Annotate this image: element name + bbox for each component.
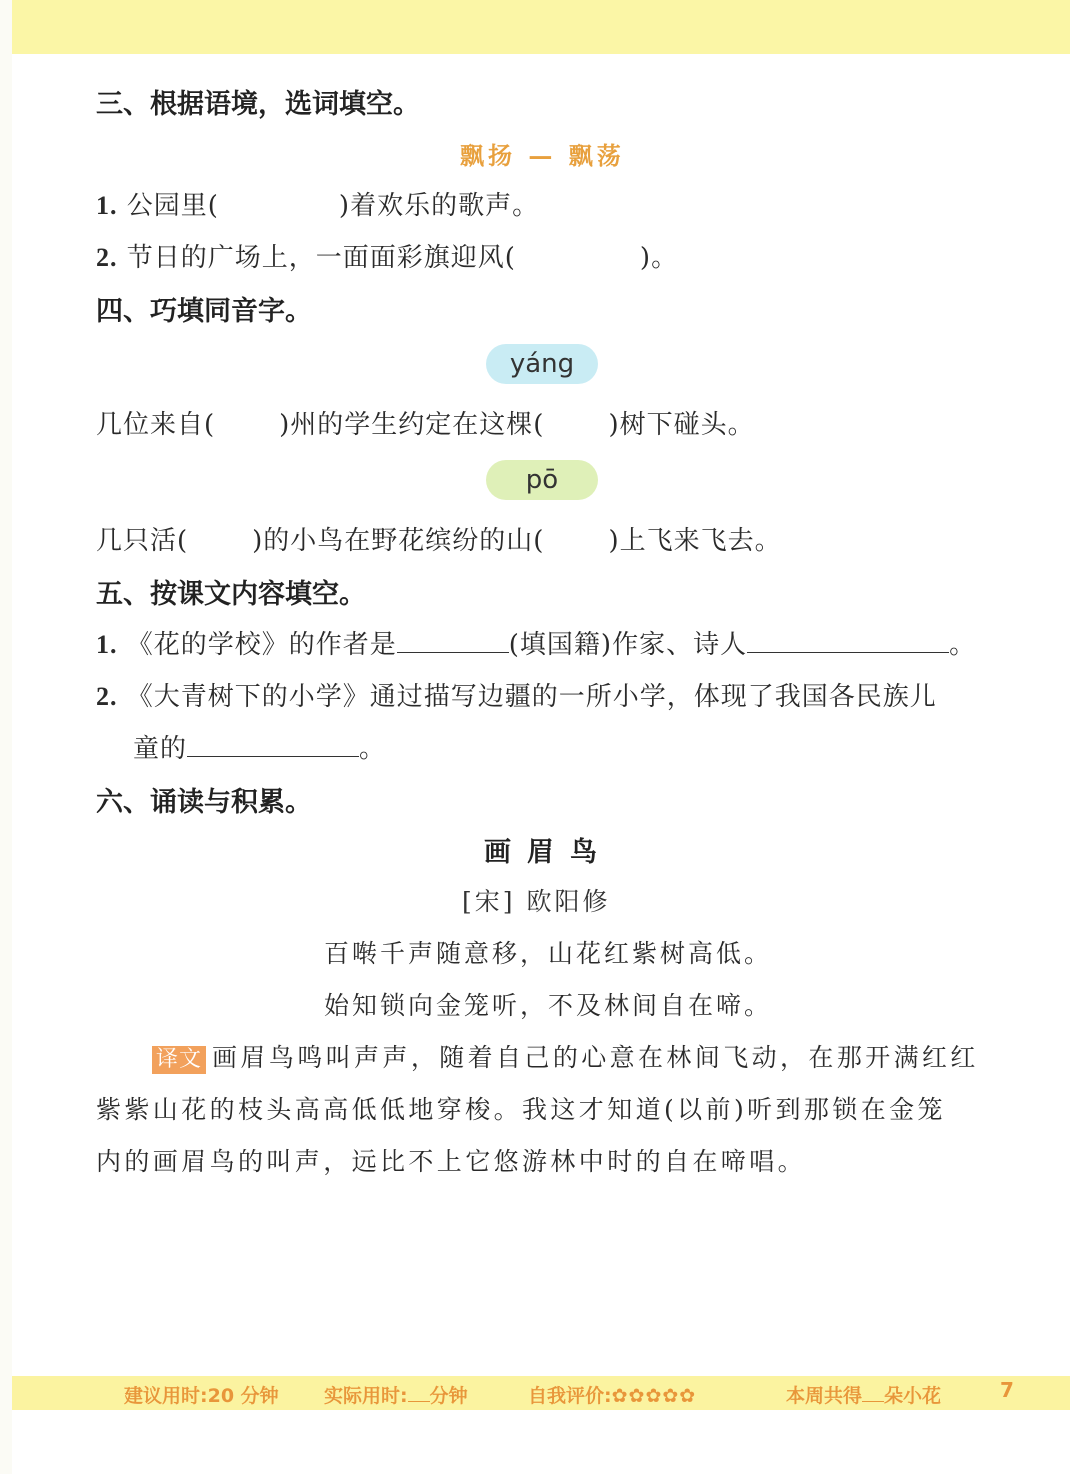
section6-heading: 六、诵读与积累。 [96, 787, 312, 818]
question-text-after: )着欢乐的歌声。 [338, 191, 540, 221]
self-evaluation [528, 1381, 696, 1408]
section5-question-2 [96, 676, 937, 713]
question-number: 2. [96, 243, 118, 272]
text-segment: )树下碰头。 [608, 410, 755, 440]
word-pair-choices: 飘扬 — 飘荡 [460, 141, 625, 170]
text-segment: 《花的学校》的作者是 [126, 630, 397, 660]
text-segment: 几位来自( [96, 410, 216, 440]
weekly-label: 本周共得 [786, 1385, 863, 1407]
translation-tag: 译文 [152, 1046, 206, 1074]
answer-underline[interactable] [747, 630, 949, 653]
homophone-line-1 [96, 404, 755, 441]
translation-text: 画眉鸟鸣叫声声，随着自己的心意在林间飞动，在那开满红红 [212, 1043, 979, 1072]
homophone-line-2 [96, 520, 782, 557]
section4-heading: 四、巧填同音字。 [96, 296, 312, 327]
text-segment: )州的学生约定在这棵( [279, 410, 545, 440]
weekly-unit: 朵小花 [884, 1385, 942, 1407]
flower-rating-icon[interactable]: ✿✿✿✿✿ [611, 1385, 697, 1407]
question-text-after: )。 [639, 243, 679, 273]
weekly-blank[interactable] [862, 1385, 884, 1402]
self-eval-label: 自我评价: [528, 1385, 612, 1407]
actual-time [324, 1381, 468, 1408]
question-number: 1. [96, 630, 118, 659]
question-text-before: 节日的广场上，一面面彩旗迎风( [126, 243, 516, 273]
poem-line-2: 始知锁向金笼听，不及林间自在啼。 [324, 991, 773, 1020]
section3-question-1 [96, 185, 539, 222]
poem-title: 画眉鸟 [484, 837, 613, 868]
translation-line-3: 内的画眉鸟的叫声，远比不上它悠游林中时的自在啼唱。 [96, 1147, 807, 1176]
translation-line-1 [152, 1038, 979, 1074]
text-segment: (填国籍)作家、诗人 [508, 630, 748, 660]
text-segment: 。 [359, 734, 387, 764]
page-number: 7 [1000, 1378, 1014, 1402]
text-segment: )上飞来飞去。 [608, 526, 782, 556]
suggested-time: 建议用时:20 分钟 [124, 1385, 279, 1407]
question-number: 2. [96, 682, 118, 711]
translation-line-2: 紫紫山花的枝头高高低低地穿梭。我这才知道(以前)听到那锁在金笼 [96, 1095, 946, 1124]
pinyin-bubble-yang: yáng [486, 344, 598, 384]
top-header-band [12, 0, 1070, 54]
section3-question-2 [96, 237, 678, 274]
poem-author: [宋] 欧阳修 [462, 887, 611, 916]
text-segment: )的小鸟在野花缤纷的山( [252, 526, 545, 556]
weekly-total [786, 1381, 941, 1408]
actual-time-unit: 分钟 [429, 1385, 468, 1407]
poem-line-1: 百啭千声随意移，山花红紫树高低。 [324, 939, 773, 968]
text-segment: 童的 [133, 734, 188, 764]
section3-heading: 三、根据语境，选词填空。 [96, 89, 420, 120]
text-segment: 。 [949, 630, 977, 660]
actual-time-blank[interactable] [408, 1385, 430, 1402]
text-segment: 《大青树下的小学》通过描写边疆的一所小学，体现了我国各民族儿 [126, 682, 937, 712]
section5-heading: 五、按课文内容填空。 [96, 579, 366, 610]
page-edge [0, 0, 12, 1474]
answer-underline[interactable] [187, 734, 359, 757]
answer-underline[interactable] [397, 630, 509, 653]
question-number: 1. [96, 191, 118, 220]
question-text-before: 公园里( [126, 191, 219, 221]
pinyin-bubble-po: pō [486, 460, 598, 500]
text-segment: 几只活( [96, 526, 189, 556]
section5-question-2-cont [133, 728, 386, 765]
actual-time-label: 实际用时: [324, 1385, 408, 1407]
section5-question-1 [96, 624, 976, 661]
